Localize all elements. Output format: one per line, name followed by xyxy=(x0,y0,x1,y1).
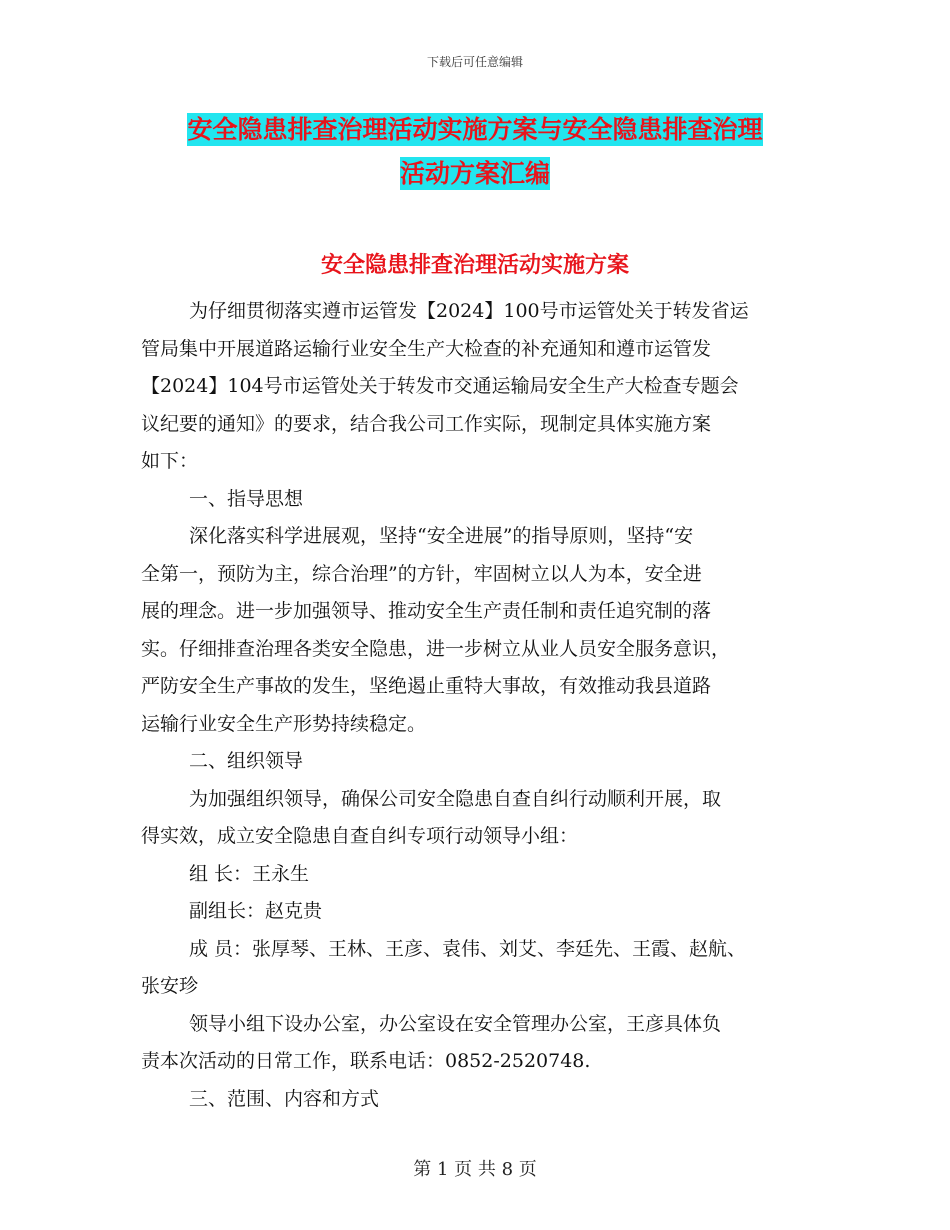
body-line: 副组长：赵克贵 xyxy=(189,900,323,922)
body-line: 实。仔细排查治理各类安全隐患，进一步树立从业人员安全服务意识， xyxy=(141,637,731,660)
body-line: 张安珍 xyxy=(141,975,199,997)
body-line: 管局集中开展道路运输行业安全生产大检查的补充通知和遵市运管发 xyxy=(141,337,712,360)
body-line: 一、指导思想 xyxy=(189,487,304,510)
title-highlight-2: 活动方案汇编 xyxy=(399,159,550,188)
document-title-line-2 xyxy=(0,158,950,190)
body-line: 展的理念。进一步加强领导、推动安全生产责任制和责任追究制的落 xyxy=(141,600,712,622)
page-footer: 第 1 页 共 8 页 xyxy=(413,1159,537,1180)
body-line: 三、范围、内容和方式 xyxy=(189,1087,380,1110)
body-line: 二、组织领导 xyxy=(189,750,304,772)
body-line: 如下： xyxy=(141,450,199,472)
body-line: 为加强组织领导，确保公司安全隐患自查自纠行动顺利开展，取 xyxy=(189,787,722,810)
title-highlight-1: 安全隐患排查治理活动实施方案与安全隐患排查治理 xyxy=(187,115,763,144)
body-line: 深化落实科学进展观，坚持“安全进展”的指导原则，坚持“安 xyxy=(189,525,694,547)
document-title-line-1 xyxy=(0,114,950,146)
body-line: 严防安全生产事故的发生，坚绝遏止重特大事故，有效推动我县道路 xyxy=(141,675,712,697)
body-line: 为仔细贯彻落实遵市运管发【2024】100号市运管处关于转发省运 xyxy=(189,300,749,322)
body-line: 得实效，成立安全隐患自查自纠专项行动领导小组： xyxy=(141,825,579,847)
body-line: 全第一，预防为主，综合治理”的方针，牢固树立以人为本，安全进 xyxy=(141,562,702,585)
body-line: 运输行业安全生产形势持续稳定。 xyxy=(141,712,427,735)
body-line: 议纪要的通知》的要求，结合我公司工作实际，现制定具体实施方案 xyxy=(141,412,712,435)
body-line: 责本次活动的日常工作，联系电话：0852-2520748. xyxy=(141,1050,591,1072)
body-line: 组 长：王永生 xyxy=(189,862,310,885)
body-line: 领导小组下设办公室，办公室设在安全管理办公室，王彦具体负 xyxy=(189,1012,722,1035)
page-header-note: 下载后可任意编辑 xyxy=(426,55,523,69)
body-line: 【2024】104号市运管处关于转发市交通运输局安全生产大检查专题会 xyxy=(141,375,739,397)
body-line: 成 员：张厚琴、王林、王彦、袁伟、刘艾、李廷先、王霞、赵航、 xyxy=(189,937,747,960)
section-subtitle: 安全隐患排查治理活动实施方案 xyxy=(320,253,629,278)
document-body xyxy=(141,293,821,1118)
